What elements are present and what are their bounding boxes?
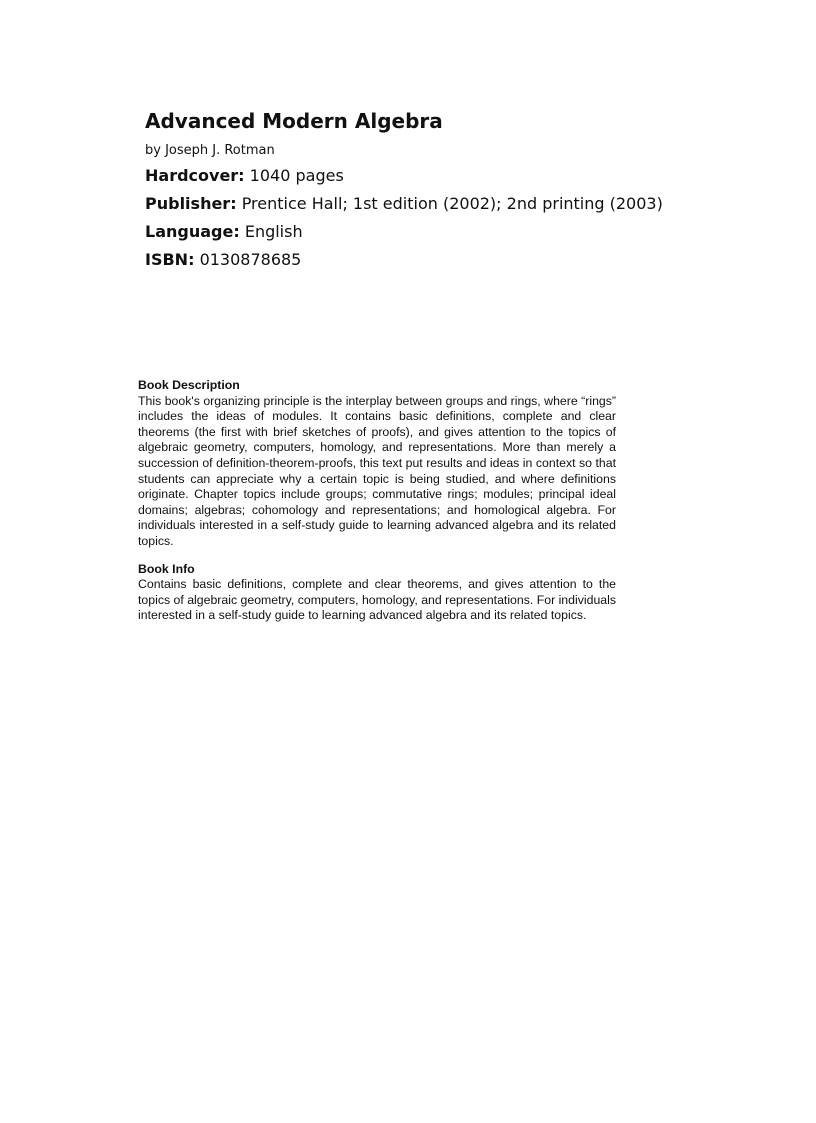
- detail-label: ISBN:: [145, 250, 195, 269]
- description-block: [138, 378, 616, 636]
- book-description-text: This book's organizing principle is the interplay between groups and rings, where “rings” includes the ideas of modules. It contains basic definitions, complete and clear theorems (the first with brief sketches of proofs), and gives attention to the topics of algebraic geometry, computers, homology, and representations. More than merely a succession of definition-theorem-proofs, this text put results and ideas in context so that students can appreciate why a certain topic is being studied, and where definitions originate. Chapter topics include groups; commutative rings; modules; principal ideal domains; algebras; cohomology and representations; and homological algebra. For individuals interested in a self-study guide to learning advanced algebra and its related topics.: [138, 393, 616, 548]
- book-header: [145, 108, 745, 278]
- detail-language: [145, 222, 745, 242]
- detail-hardcover: [145, 166, 745, 186]
- detail-value: Prentice Hall; 1st edition (2002); 2nd printing (2003): [241, 194, 663, 213]
- detail-publisher: [145, 194, 745, 214]
- detail-value: 0130878685: [199, 250, 302, 269]
- detail-label: Hardcover:: [145, 166, 245, 185]
- book-author: by Joseph J. Rotman: [145, 143, 275, 158]
- book-description-heading: Book Description: [138, 378, 240, 392]
- detail-value: English: [244, 222, 303, 241]
- detail-label: Language:: [145, 222, 240, 241]
- book-info-heading: Book Info: [138, 561, 195, 576]
- detail-isbn: [145, 250, 745, 270]
- detail-label: Publisher:: [145, 194, 237, 213]
- book-info-text: Contains basic definitions, complete and clear theorems, and gives attention to the topics of algebraic geometry, computers, homology, and representations. For individuals interested in a self-study guide to learning advanced algebra and its related topics.: [138, 577, 616, 623]
- detail-value: 1040 pages: [249, 166, 344, 185]
- book-title: Advanced Modern Algebra: [145, 109, 443, 133]
